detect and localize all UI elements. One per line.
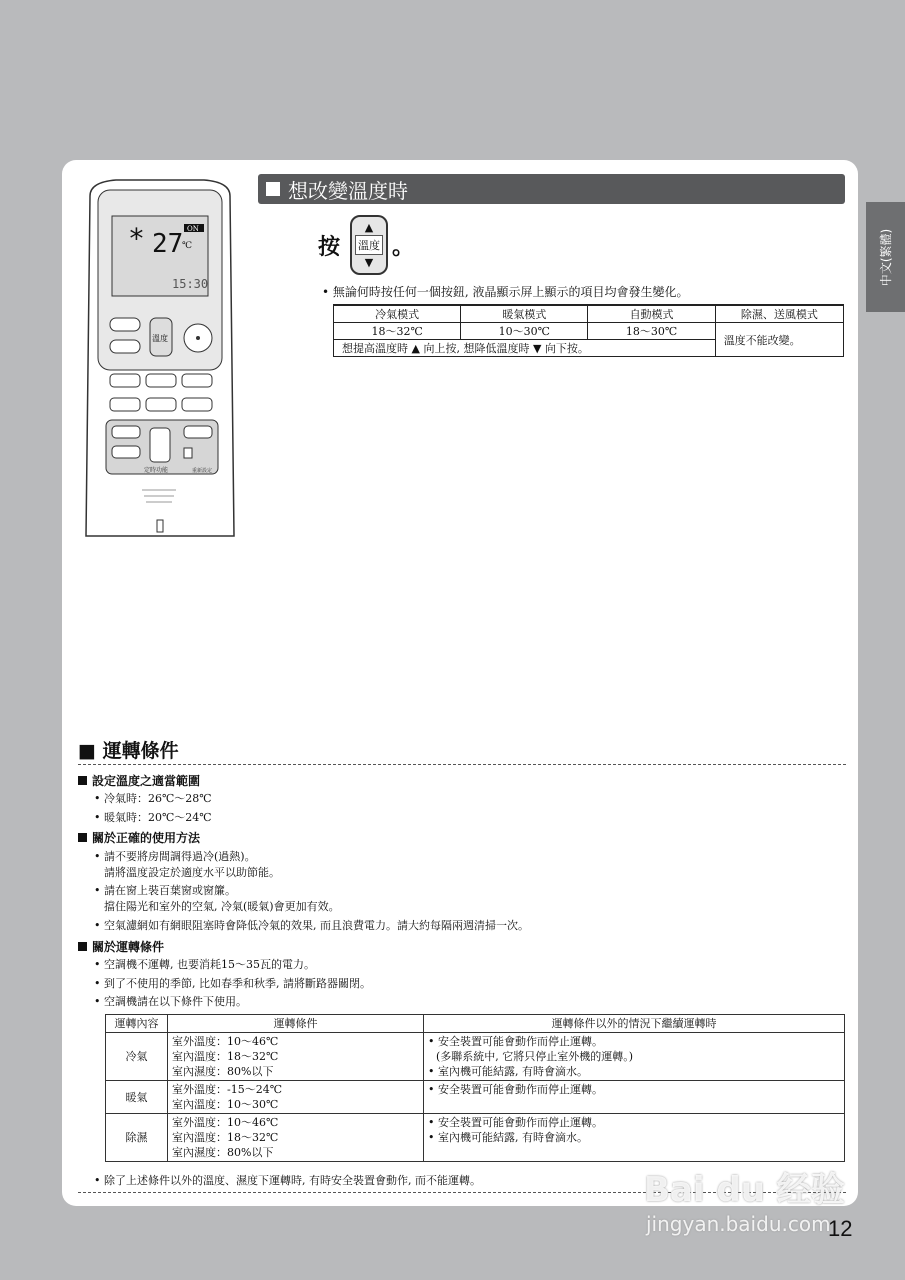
subheading-conditions: 關於運轉條件 (78, 938, 164, 955)
svg-text:溫度: 溫度 (152, 334, 168, 343)
footer-note: • 除了上述條件以外的溫度、濕度下運轉時, 有時安全裝置會動作, 而不能運轉。 (94, 1174, 481, 1187)
page-number: 12 (828, 1216, 853, 1241)
display-temp: 27 (152, 229, 184, 259)
up-arrow-icon: ▲ (364, 221, 374, 234)
svg-text:ON: ON (187, 225, 199, 233)
temperature-range-table: 冷氣模式 暖氣模式 自動模式 除濕、送風模式 18～32℃ 10～30℃ 18～30℃ 溫度不能改變。 想提高溫度時 ▲ 向上按, 想降低溫度時 ▼ 向下按。 (333, 304, 844, 357)
operating-conditions-table: 運轉內容 運轉條件 運轉條件以外的情況下繼續運轉時 冷氣 室外溫度：10～46℃ 室內溫度：18～32℃ 室內濕度：80%以下 • 安全裝置可能會動作而停止運轉。 (多聯系統中, 它將只停止室外機的運轉。) • 室內機可能結露, 有時會滴水。 暖氣 室外溫度：-15～24℃ 室內溫度：10～30℃ • 安全裝置可能會動作而停止運轉。 除濕 室外溫度：10～46℃ 室內溫度：18～32℃ 室內濕度：80%以下 • 安全裝置可能會動作而停止運轉。 • 室內機可能結露, 有時會滴水。 (105, 1014, 845, 1162)
section-title-bar (258, 174, 845, 204)
svg-text:*: * (128, 222, 145, 255)
svg-text:重新設定: 重新設定 (192, 468, 213, 474)
watermark-url: jingyan.baidu.com (646, 1212, 831, 1236)
table-row: 冷氣 室外溫度：10～46℃ 室內溫度：18～32℃ 室內濕度：80%以下 • 安全裝置可能會動作而停止運轉。 (多聯系統中, 它將只停止室外機的運轉。) • 室內機可能結露, 有時會滴水。 (106, 1033, 845, 1081)
svg-text:定時功能: 定時功能 (144, 467, 169, 474)
subheading-usage: 關於正確的使用方法 (78, 829, 200, 846)
square-bullet-icon (266, 182, 280, 196)
table-row: 暖氣 室外溫度：-15～24℃ 室內溫度：10～30℃ • 安全裝置可能會動作而停止運轉。 (106, 1081, 845, 1114)
adjust-instruction: 想提高溫度時 ▲ 向上按, 想降低溫度時 ▼ 向下按。 (334, 340, 716, 357)
operation-title: ■ 運轉條件 (78, 740, 179, 762)
remote-control-illustration (76, 176, 244, 542)
section-title: 想改變溫度時 (288, 178, 408, 203)
divider (78, 764, 846, 765)
down-arrow-icon: ▼ (364, 256, 374, 269)
language-tab[interactable]: 中文(繁體) (866, 202, 905, 312)
press-instruction: 按 ▲ 溫度 ▼ 。 (318, 212, 414, 278)
temperature-key[interactable]: ▲ 溫度 ▼ (350, 215, 388, 275)
svg-text:15:30: 15:30 (172, 277, 209, 291)
table-row: 除濕 室外溫度：10～46℃ 室內溫度：18～32℃ 室內濕度：80%以下 • 安全裝置可能會動作而停止運轉。 • 室內機可能結露, 有時會滴水。 (106, 1114, 845, 1162)
lcd-note: • 無論何時按任何一個按鈕, 液晶顯示屏上顯示的項目均會發生變化。 (322, 285, 689, 299)
svg-text:℃: ℃ (182, 241, 193, 251)
watermark-logo: Bai du 经验 (644, 1170, 845, 1210)
subheading-range: 設定溫度之適當範圍 (78, 772, 200, 789)
